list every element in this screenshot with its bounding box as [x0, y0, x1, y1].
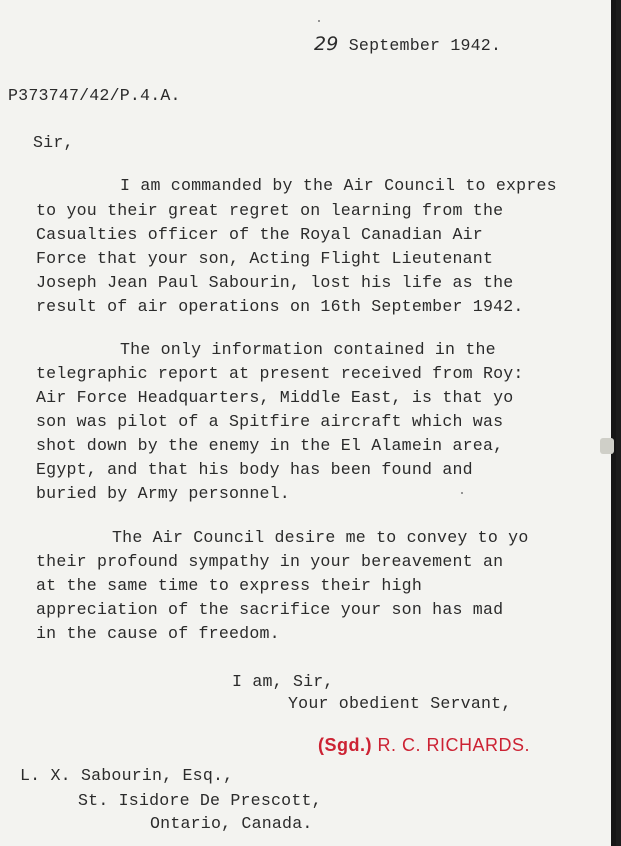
- paragraph-3-line: The Air Council desire me to convey to yo: [112, 528, 529, 547]
- scan-blot: [600, 438, 614, 454]
- reference-number: P373747/42/P.4.A.: [8, 86, 181, 105]
- paragraph-2-line: Egypt, and that his body has been found and: [36, 460, 473, 479]
- paragraph-2-line: telegraphic report at present received from Roy:: [36, 364, 524, 383]
- paragraph-3-line: their profound sympathy in your bereavement an: [36, 552, 504, 571]
- paragraph-3-line: appreciation of the sacrifice your son has mad: [36, 600, 504, 619]
- paragraph-2-line: son was pilot of a Spitfire aircraft which was: [36, 412, 504, 431]
- address-line: Ontario, Canada.: [150, 814, 313, 833]
- date-month-year: September 1942.: [348, 36, 502, 55]
- scan-speck: [318, 20, 320, 22]
- paragraph-1-line: result of air operations on 16th September 1942.: [36, 297, 524, 316]
- paragraph-1-line: I am commanded by the Air Council to expres: [120, 176, 557, 195]
- letter-date: [314, 33, 501, 55]
- closing-line: Your obedient Servant,: [288, 694, 512, 713]
- scan-edge: [611, 0, 616, 846]
- paragraph-1-line: to you their great regret on learning from the: [36, 201, 504, 220]
- signature-name: R. C. RICHARDS.: [377, 735, 531, 755]
- paragraph-1-line: Force that your son, Acting Flight Lieutenant: [36, 249, 494, 268]
- address-line: St. Isidore De Prescott,: [78, 791, 322, 810]
- signature-prefix: (Sgd.): [318, 735, 372, 755]
- signature-stamp: [318, 735, 530, 756]
- address-line: L. X. Sabourin, Esq.,: [20, 766, 234, 785]
- paragraph-2-line: buried by Army personnel.: [36, 484, 290, 503]
- closing-line: I am, Sir,: [232, 672, 334, 691]
- paragraph-2-line: The only information contained in the: [120, 340, 496, 359]
- paragraph-1-line: Joseph Jean Paul Sabourin, lost his life as the: [36, 273, 514, 292]
- scan-speck: [461, 492, 463, 494]
- paragraph-2-line: shot down by the enemy in the El Alamein area,: [36, 436, 504, 455]
- paragraph-3-line: at the same time to express their high: [36, 576, 422, 595]
- paragraph-1-line: Casualties officer of the Royal Canadian Air: [36, 225, 483, 244]
- paragraph-2-line: Air Force Headquarters, Middle East, is that yo: [36, 388, 514, 407]
- salutation: Sir,: [33, 133, 74, 152]
- date-day-handwritten: 29: [314, 33, 339, 55]
- paragraph-3-line: in the cause of freedom.: [36, 624, 280, 643]
